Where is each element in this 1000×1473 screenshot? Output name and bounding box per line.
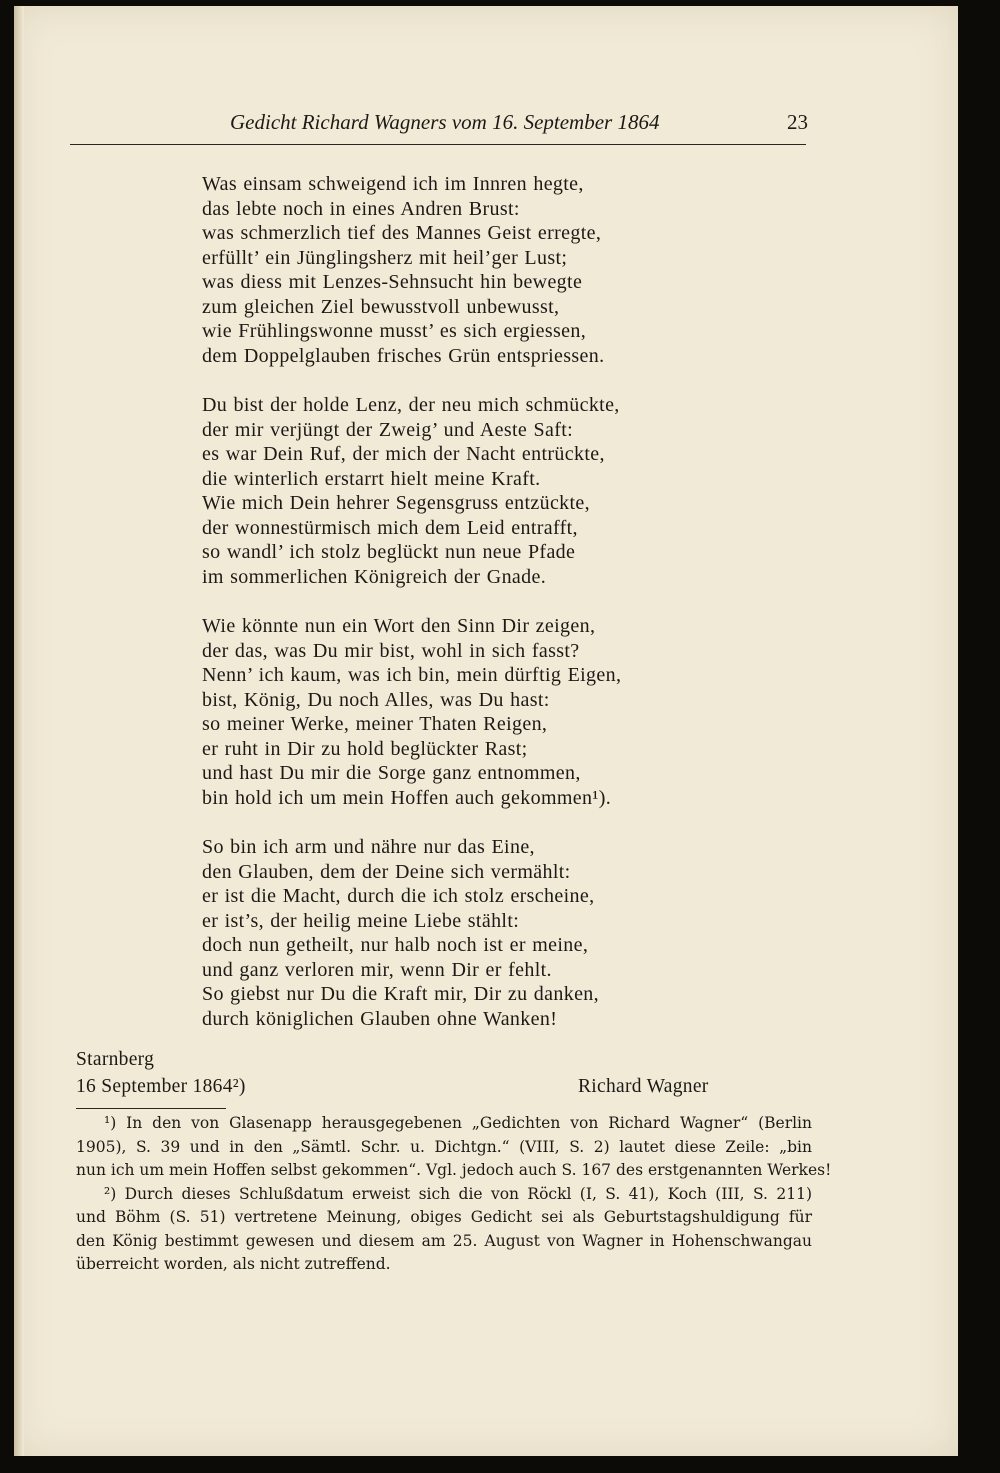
signature-place: Starnberg (76, 1049, 155, 1070)
footnote-line: nun ich um mein Hoffen selbst gekommen“. Vgl. jedoch auch S. 167 des erstgenannten Werkes! (76, 1161, 832, 1179)
poem-stanza (202, 172, 802, 368)
poem-line: und ganz verloren mir, wenn Dir er fehlt. (202, 958, 552, 981)
poem-line: so meiner Werke, meiner Thaten Reigen, (202, 713, 548, 735)
footnote-line: und Böhm (S. 51) vertretene Meinung, obiges Gedicht sei als Geburtstagshuldigung für (76, 1208, 812, 1226)
poem-line: Nenn’ ich kaum, was ich bin, mein dürftig Eigen, (202, 664, 622, 686)
footnote (76, 1112, 832, 1183)
page-spine-shadow (14, 6, 24, 1456)
footnotes (76, 1112, 832, 1277)
poem-line: Wie mich Dein hehrer Segensgruss entzückte, (202, 492, 591, 514)
poem (202, 172, 802, 1056)
poem-line: erfüllt’ ein Jünglingsherz mit heil’ger Lust; (202, 246, 568, 269)
footnote-line: 1905), S. 39 und in den „Sämtl. Schr. u. Dichtgn.“ (VIII, S. 2) lautet diese Zeile: „bin (76, 1137, 812, 1156)
poem-line: den Glauben, dem der Deine sich vermählt: (202, 860, 571, 883)
poem-line: im sommerlichen Königreich der Gnade. (202, 565, 547, 588)
poem-line: bin hold ich um mein Hoffen auch gekommen¹). (202, 786, 612, 809)
footnote-line: ¹) In den von Glasenapp herausgegebenen „Gedichten von Richard Wagner“ (Berlin (104, 1114, 812, 1132)
poem-line: was schmerzlich tief des Mannes Geist erregte, (202, 222, 602, 244)
signature-author: Richard Wagner (578, 1076, 709, 1097)
poem-line: so wandl’ ich stolz beglückt nun neue Pfade (202, 541, 576, 563)
poem-line: Was einsam schweigend ich im Innren hegte, (202, 173, 584, 195)
poem-stanza (202, 614, 802, 810)
poem-line: wie Frühlingswonne musst’ es sich ergiessen, (202, 320, 587, 342)
footnote-line: überreicht worden, als nicht zutreffend. (76, 1255, 391, 1273)
poem-line: doch nun getheilt, nur halb noch ist er meine, (202, 934, 589, 956)
footnote (76, 1183, 812, 1277)
poem-line: der mir verjüngt der Zweig’ und Aeste Saft: (202, 418, 574, 441)
book-page (14, 6, 958, 1456)
poem-line: das lebte noch in eines Andren Brust: (202, 197, 520, 220)
poem-line: die winterlich erstarrt hielt meine Kraft. (202, 467, 541, 490)
footnote-rule (76, 1108, 226, 1109)
footnote-line: ²) Durch dieses Schlußdatum erweist sich die von Röckl (I, S. 41), Koch (III, S. 211) (104, 1184, 812, 1203)
poem-line: zum gleichen Ziel bewusstvoll unbewusst, (202, 295, 560, 318)
poem-line: Du bist der holde Lenz, der neu mich schmückte, (202, 394, 620, 416)
poem-line: es war Dein Ruf, der mich der Nacht entrückte, (202, 443, 605, 465)
poem-stanza (202, 393, 802, 589)
poem-stanza (202, 835, 802, 1031)
poem-line: er ruht in Dir zu hold beglückter Rast; (202, 737, 528, 760)
poem-line: durch königlichen Glauben ohne Wanken! (202, 1007, 558, 1030)
poem-line: und hast Du mir die Sorge ganz entnommen, (202, 762, 581, 784)
signature-date: 16 September 1864²) (76, 1076, 246, 1097)
poem-line: dem Doppelglauben frisches Grün entspriessen. (202, 344, 605, 367)
running-head-title: Gedicht Richard Wagners vom 16. September 1864 (230, 110, 660, 134)
poem-line: Wie könnte nun ein Wort den Sinn Dir zeigen, (202, 615, 596, 637)
poem-line: er ist’s, der heilig meine Liebe stählt: (202, 909, 520, 932)
poem-line: So bin ich arm und nähre nur das Eine, (202, 836, 535, 858)
poem-line: er ist die Macht, durch die ich stolz erscheine, (202, 885, 595, 907)
poem-line: bist, König, Du noch Alles, was Du hast: (202, 688, 550, 711)
page-number: 23 (787, 110, 808, 134)
signature-block (76, 1046, 776, 1100)
footnote-line: den König bestimmt gewesen und diesem am 25. August von Wagner in Hohenschwangau (76, 1231, 812, 1250)
poem-line: was diess mit Lenzes-Sehnsucht hin bewegte (202, 271, 583, 293)
poem-line: der wonnestürmisch mich dem Leid entrafft, (202, 516, 578, 539)
running-head (70, 110, 806, 145)
poem-line: der das, was Du mir bist, wohl in sich fasst? (202, 639, 580, 662)
poem-line: So giebst nur Du die Kraft mir, Dir zu danken, (202, 983, 599, 1005)
